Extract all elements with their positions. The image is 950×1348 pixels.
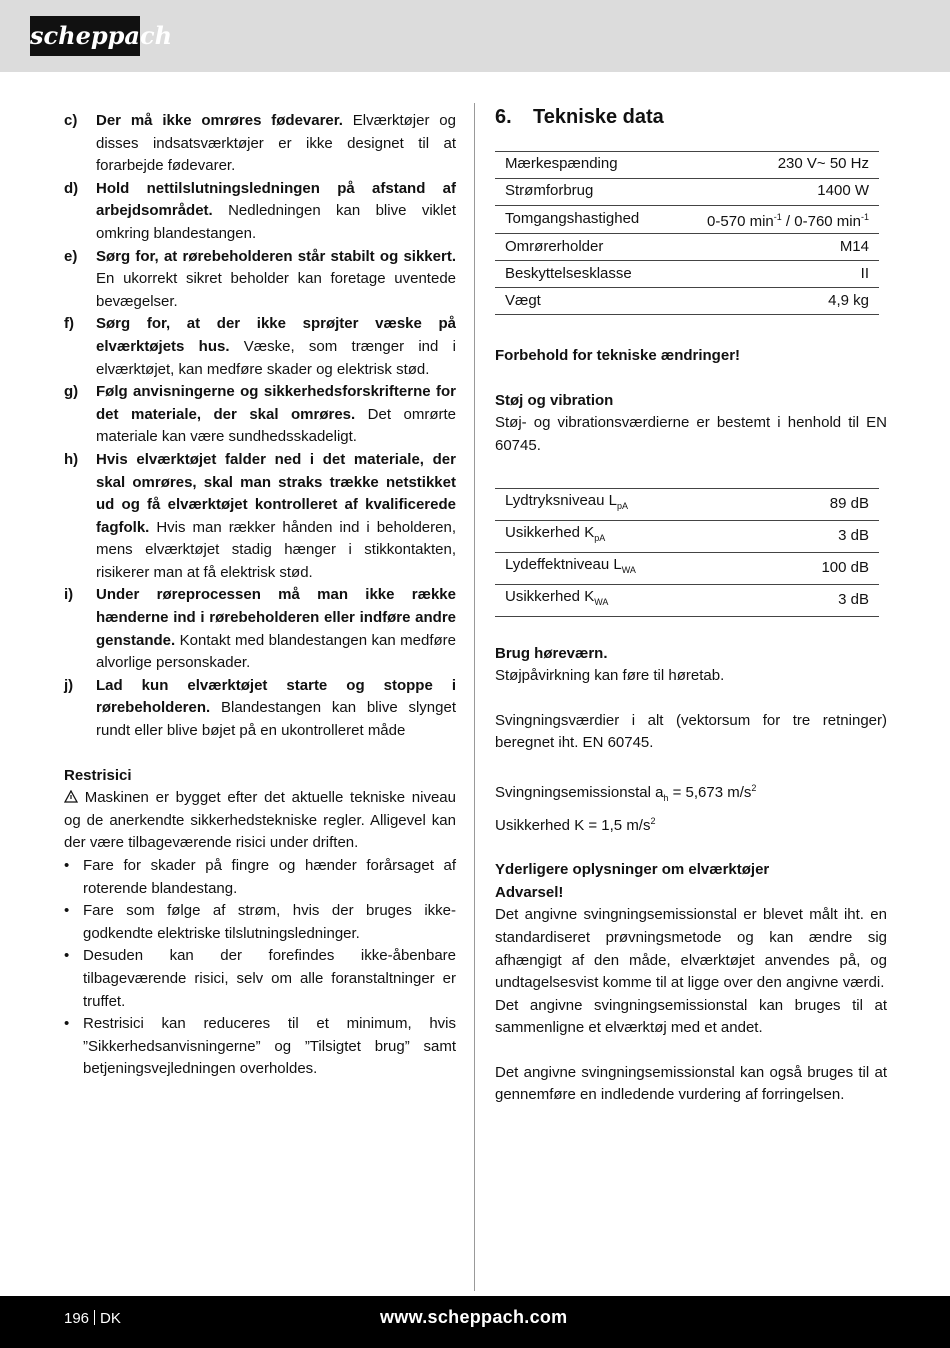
risk-bullet: • Fare for skader på fingre og hænder forårsaget af roterende blandestang.: [64, 857, 456, 897]
warning-title: Advarsel!: [495, 883, 564, 901]
vibration-total-text: Svingningsværdier i alt (vektorsum for tre retninger) beregnet iht. EN 60745.: [495, 711, 887, 752]
restrisici-title: Restrisici: [64, 766, 132, 784]
hearing-text: Støjpåvirkning kan føre til høretab.: [495, 667, 725, 685]
table-row: Strømforbrug 1400 W: [495, 178, 879, 205]
scheppach-logo: scheppach: [30, 16, 140, 56]
vibration-uncertainty: Usikkerhed K = 1,5 $m/s^2$: [495, 815, 656, 834]
safety-item: f) Sørg for, at der ikke sprøjter væske på elværktøjets hus. Væske, som trænger ind i elværktøjet, kan medføre skader og elektrisk stød.: [64, 315, 456, 378]
risk-bullet: • Fare som følge af strøm, hvis der bruges ikke-godkendte elektriske tilslutningsledninger.: [64, 902, 456, 942]
table-row: Beskyttelsesklasse II: [495, 261, 879, 288]
hearing-title: Brug høreværn.: [495, 644, 608, 662]
table-row: Vægt 4,9 kg: [495, 288, 879, 315]
table-row: Lydtryksniveau $L_{pA}$ 89 dB: [495, 488, 879, 520]
page-number: 196 DK: [64, 1310, 121, 1327]
safety-item: h) Hvis elværktøjet falder ned i det materiale, der skal omrøres, skal man straks trække netstikket ud og få elværktøjet kontrolleret af kvalificerede fagfolk. Hvis man rækker hånden ind i beholderen, mens elværktøjet stadig hænger i stikkontakten, risikerer man at få elektrisk stød.: [64, 450, 456, 581]
paragraph: Det angivne svingningsemissionstal er blevet målt iht. en standardiseret prøvningsmetode og kan ændre sig afhængigt af den måde, elværktøjet anvendes på, og undtagelsesvist komme til at ligge over den angivne værdi.: [495, 906, 887, 992]
safety-item: e) Sørg for, at rørebeholderen står stabilt og sikkert. En ukorrekt sikret beholder kan foretage uventede bevægelser.: [64, 247, 456, 310]
reservation-note: Forbehold for tekniske ændringer!: [495, 347, 741, 365]
right-column: [495, 106, 887, 1107]
paragraph: Det angivne svingningsemissionstal kan bruges til at sammenligne et elværktøj med et andet.: [495, 996, 887, 1037]
risk-bullet: • Desuden kan der forefindes ikke-åbenbare tilbageværende risici, selv om alle foranstaltninger er truffet.: [64, 947, 456, 1010]
section-title: 6. Tekniske data: [495, 106, 664, 128]
website-link[interactable]: www.scheppach.com: [380, 1307, 568, 1327]
table-row: Tomgangshastighed 0-570 $\min^{-1} / 0-760$ $\min^{-1}$: [495, 205, 879, 234]
technical-data-table: [495, 151, 879, 316]
table-row: Usikkerhed $K_{pA}$ 3 dB: [495, 520, 879, 552]
safety-item: c) Der må ikke omrøres fødevarer. Elværktøjer og disses indsatsværktøjer er ikke designet til at forarbejde fødevarer.: [64, 112, 456, 175]
noise-title: Støj og vibration: [495, 391, 614, 409]
noise-text: Støj- og vibrationsværdierne er bestemt i henhold til EN 60745.: [495, 414, 887, 454]
page-header: [0, 0, 950, 72]
table-row: Omrørerholder M14: [495, 234, 879, 261]
vibration-emission: Svingningsemissionstal $a_h = 5,673$ $m/s^2$: [495, 782, 757, 803]
left-column: [64, 110, 456, 1081]
safety-item: i) Under røreprocessen må man ikke række hænderne ind i rørebeholderen eller indføre andre genstande. Kontakt med blandestangen kan medføre alvorlige personskader.: [64, 586, 456, 672]
noise-table: [495, 488, 879, 617]
more-info-title: Yderligere oplysninger om elværktøjer: [495, 861, 770, 879]
page-footer: [0, 1296, 950, 1348]
safety-item: j) Lad kun elværktøjet starte og stoppe i rørebeholderen. Blandestangen kan blive slynget rundt eller blive bøjet på en ukontrolleret måde: [64, 676, 456, 740]
column-divider: [474, 103, 475, 1291]
restrisici-intro: Maskinen er bygget efter det aktuelle tekniske niveau og de anerkendte sikkerhedstekniske regler. Alligevel kan der være tilbageværende risici under driften.: [64, 789, 456, 852]
safety-item: g) Følg anvisningerne og sikkerhedsforskrifterne for det materiale, der skal omrøres. Det omrørte materiale kan være sundhedsskadeligt.: [64, 383, 456, 446]
table-row: Mærkespænding 230 V~ 50 Hz: [495, 151, 879, 178]
safety-item: d) Hold nettilslutningsledningen på afstand af arbejdsområdet. Nedledningen kan blive viklet omkring blandestangen.: [64, 179, 456, 242]
table-row: Usikkerhed $K_{WA}$ 3 dB: [495, 584, 879, 616]
table-row: Lydeffektniveau $L_{WA}$ 100 dB: [495, 552, 879, 584]
warning-icon: [64, 790, 78, 803]
paragraph: Det angivne svingningsemissionstal kan også bruges til at gennemføre en indledende vurdering af forringelsen.: [495, 1063, 887, 1104]
risk-bullet: • Restrisici kan reduceres til et minimum, hvis ”Sikkerhedsanvisningerne” og ”Tilsigtet brug” samt betjeningsvejledningen overholdes.: [64, 1015, 456, 1078]
